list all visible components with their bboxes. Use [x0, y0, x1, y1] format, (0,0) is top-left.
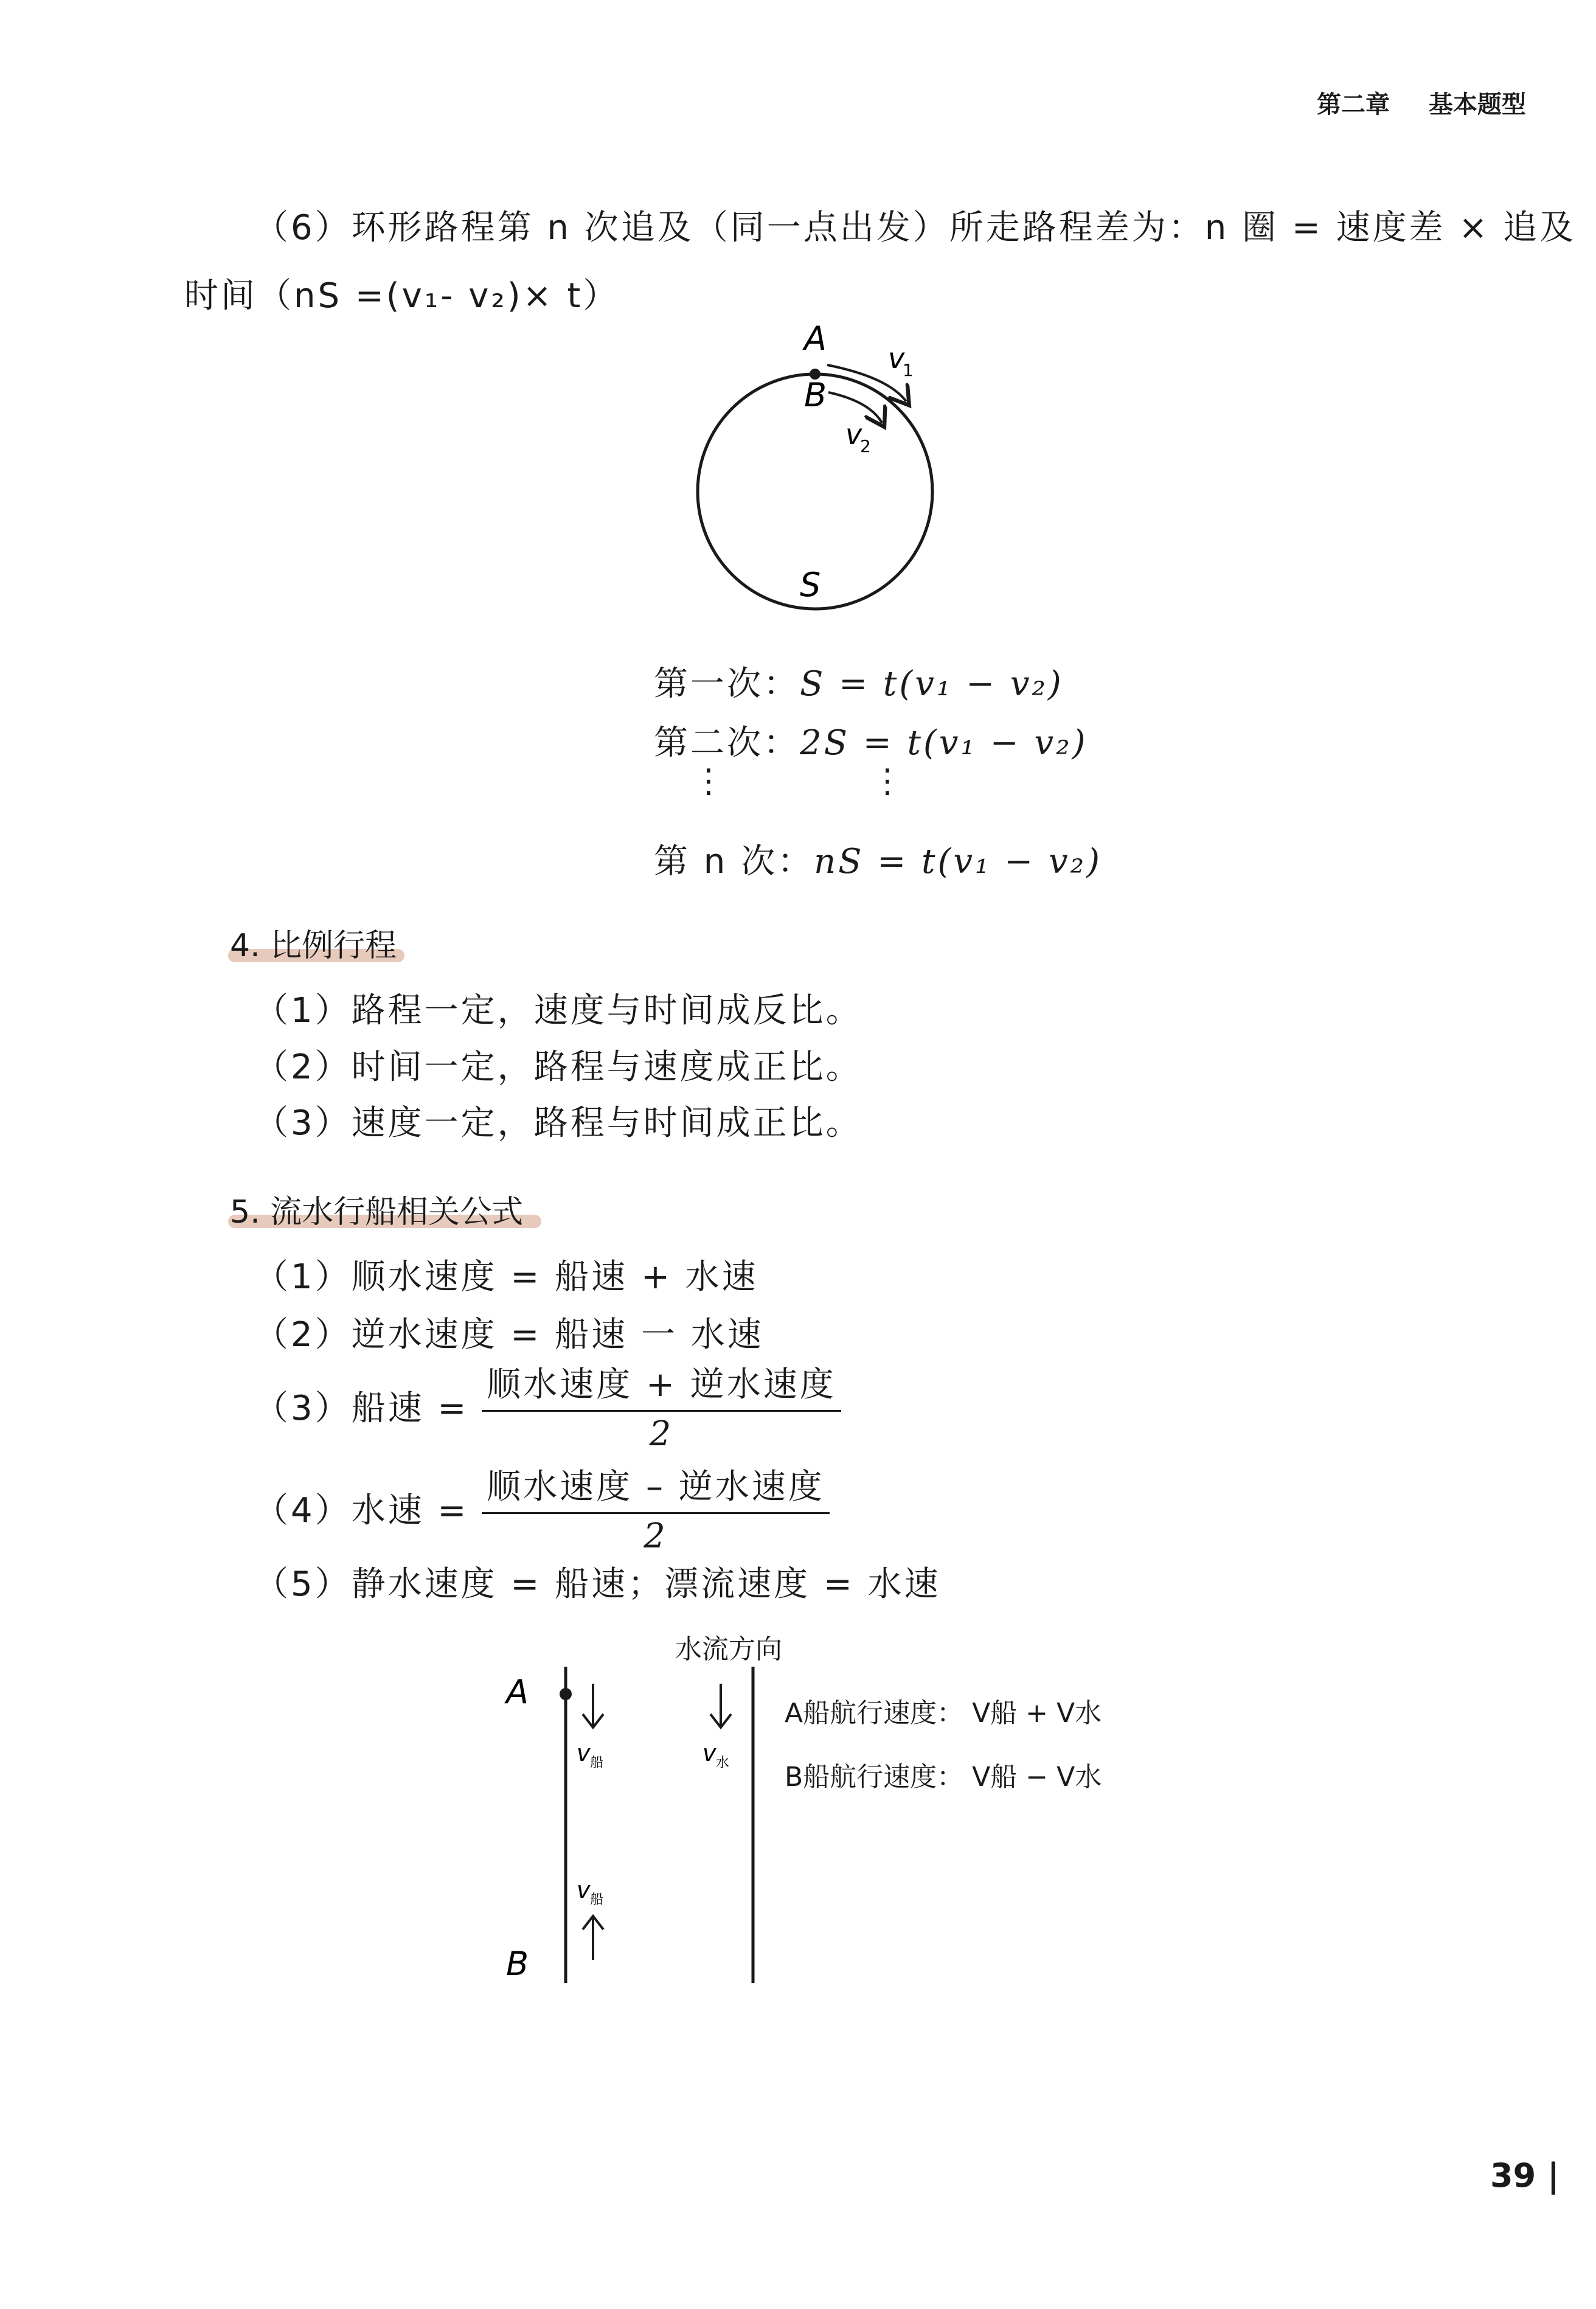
chapter-title: 基本题型 — [1428, 90, 1526, 119]
section5-item-4 — [254, 1460, 830, 1556]
v-boat-top: v — [577, 1740, 591, 1766]
a-boat-speed: A船航行速度： V船 + V水 — [785, 1698, 1102, 1729]
section5-title: 5. 流水行船相关公式 — [230, 1194, 524, 1231]
v-boat-bottom: v — [577, 1877, 591, 1903]
section5-item-5: （5）静水速度 = 船速；漂流速度 = 水速 — [254, 1564, 941, 1604]
item4-denominator: 2 — [644, 1516, 668, 1556]
first-label: 第一次： — [654, 664, 800, 704]
section4-title: 4. 比例行程 — [230, 928, 397, 964]
item6-line1: （6）环形路程第 n 次追及（同一点出发）所走路程差为：n 圈 = 速度差 × 追及 — [254, 208, 1577, 248]
item4-numerator: 顺水速度 – 逆水速度 — [482, 1460, 830, 1514]
nth-label: 第 n 次： — [654, 842, 814, 881]
item4-fraction — [482, 1460, 830, 1556]
label-s: S — [800, 566, 821, 604]
river-diagram — [499, 1654, 779, 1995]
label-v2: v — [845, 418, 862, 451]
item3-fraction — [482, 1358, 841, 1454]
equation-first — [654, 657, 1064, 706]
v-boat-bottom-sub: 船 — [590, 1892, 604, 1908]
nth-eq: nS = t(v₁ − v₂) — [814, 842, 1102, 881]
section5-item-3 — [254, 1358, 841, 1454]
label-v2-sub: 2 — [860, 436, 871, 456]
item3-numerator: 顺水速度 + 逆水速度 — [482, 1358, 841, 1412]
chapter-label: 第二章 — [1317, 90, 1390, 119]
b-boat-speed: B船航行速度： V船 − V水 — [785, 1762, 1102, 1793]
label-v1-sub: 1 — [903, 360, 914, 380]
river-label-a: A — [506, 1673, 529, 1711]
header — [1317, 85, 1526, 120]
second-label: 第二次： — [654, 723, 800, 763]
equation-second — [654, 716, 1088, 765]
item3-denominator: 2 — [649, 1414, 674, 1454]
vdots-left: ⋮ — [692, 762, 725, 800]
label-b: B — [804, 376, 827, 414]
item4-prefix: （4）水速 = — [254, 1491, 469, 1530]
river-label-b: B — [506, 1945, 529, 1983]
v-boat-top-sub: 船 — [590, 1755, 604, 1771]
section4-item-1: （1）路程一定，速度与时间成反比。 — [254, 991, 862, 1030]
label-v1: v — [888, 342, 905, 375]
equation-nth — [654, 835, 1102, 883]
page-number: 39 | — [1490, 2156, 1560, 2195]
second-eq: 2S = t(v₁ − v₂) — [800, 723, 1088, 763]
point-a — [560, 1688, 572, 1700]
flow-direction-title: 水流方向 — [675, 1634, 782, 1665]
vdots-right: ⋮ — [871, 762, 904, 800]
label-a: A — [804, 319, 827, 358]
section4-item-3: （3）速度一定，路程与时间成正比。 — [254, 1103, 862, 1143]
v-water: v — [703, 1740, 716, 1766]
circular-track-diagram — [669, 316, 973, 633]
section4-item-2: （2）时间一定，路程与速度成正比。 — [254, 1047, 862, 1087]
section5-item-1: （1）顺水速度 = 船速 + 水速 — [254, 1257, 758, 1297]
item3-prefix: （3）船速 = — [254, 1389, 469, 1428]
section5-item-2: （2）逆水速度 = 船速 一 水速 — [254, 1315, 764, 1355]
first-eq: S = t(v₁ − v₂) — [800, 664, 1064, 704]
item6-line2: 时间（nS =(v₁- v₂)× t） — [184, 276, 620, 316]
v-water-sub: 水 — [716, 1755, 730, 1771]
